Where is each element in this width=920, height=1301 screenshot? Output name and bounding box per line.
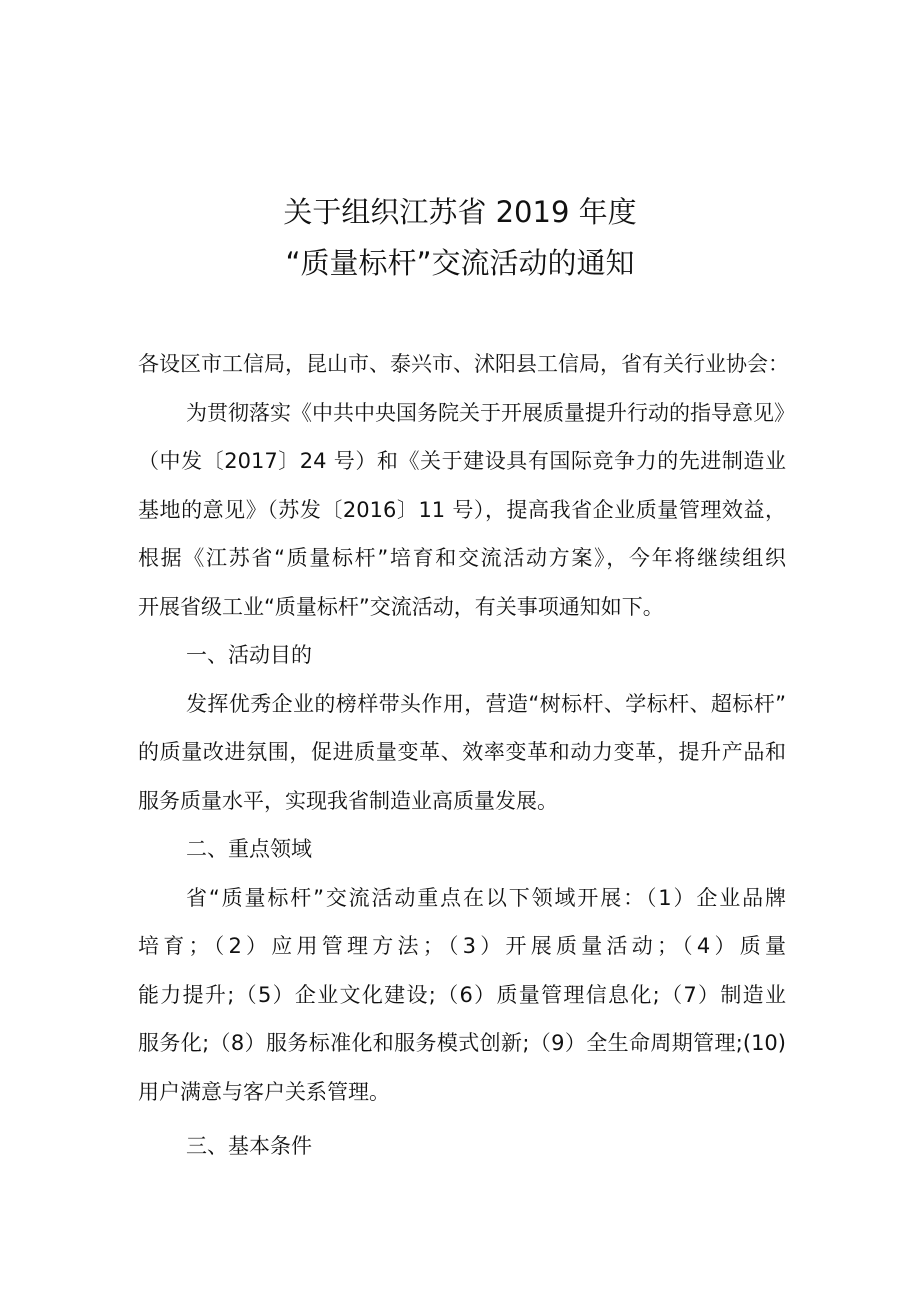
section-2-line: 能力提升;（5）企业文化建设;（6）质量管理信息化;（7）制造业 [138,982,786,1007]
intro-line: 基地的意见》（苏发〔2016〕11 号），提高我省企业质量管理效益， [138,497,786,522]
intro-line: （中发〔2017〕24 号）和《关于建设具有国际竞争力的先进制造业 [138,449,786,473]
section-2-line: 省“质量标杆”交流活动重点在以下领域开展：（1）企业品牌 [186,885,786,910]
section-2-line: 培育；（2）应用管理方法；（3）开展质量活动；（4）质量 [138,934,786,958]
intro-line: 为贯彻落实《中共中央国务院关于开展质量提升行动的指导意见》 [186,400,795,425]
document-title-line-2: “质量标杆”交流活动的通知 [285,246,635,280]
section-2-line: 服务化;（8）服务标准化和服务模式创新;（9）全生命周期管理;(10) [138,1031,786,1055]
intro-line: 开展省级工业“质量标杆”交流活动，有关事项通知如下。 [138,594,664,619]
document-body [138,340,795,1171]
section-2-line: 用户满意与客户关系管理。 [138,1079,390,1104]
section-1-heading: 一、活动目的 [186,643,312,667]
intro-line: 根据《江苏省“质量标杆”培育和交流活动方案》，今年将继续组织 [138,546,786,570]
section-1-line: 服务质量水平，实现我省制造业高质量发展。 [138,788,558,813]
section-2-heading: 二、重点领域 [186,837,312,861]
document-title-line-1: 关于组织江苏省 2019 年度 [283,195,637,229]
section-3-heading: 三、基本条件 [186,1134,312,1158]
salutation: 各设区市工信局，昆山市、泰兴市、沭阳县工信局，省有关行业协会： [138,352,789,376]
section-1-line: 的质量改进氛围，促进质量变革、效率变革和动力变革，提升产品和 [138,740,786,764]
section-1-line: 发挥优秀企业的榜样带头作用，营造“树标杆、学标杆、超标杆” [186,691,786,716]
